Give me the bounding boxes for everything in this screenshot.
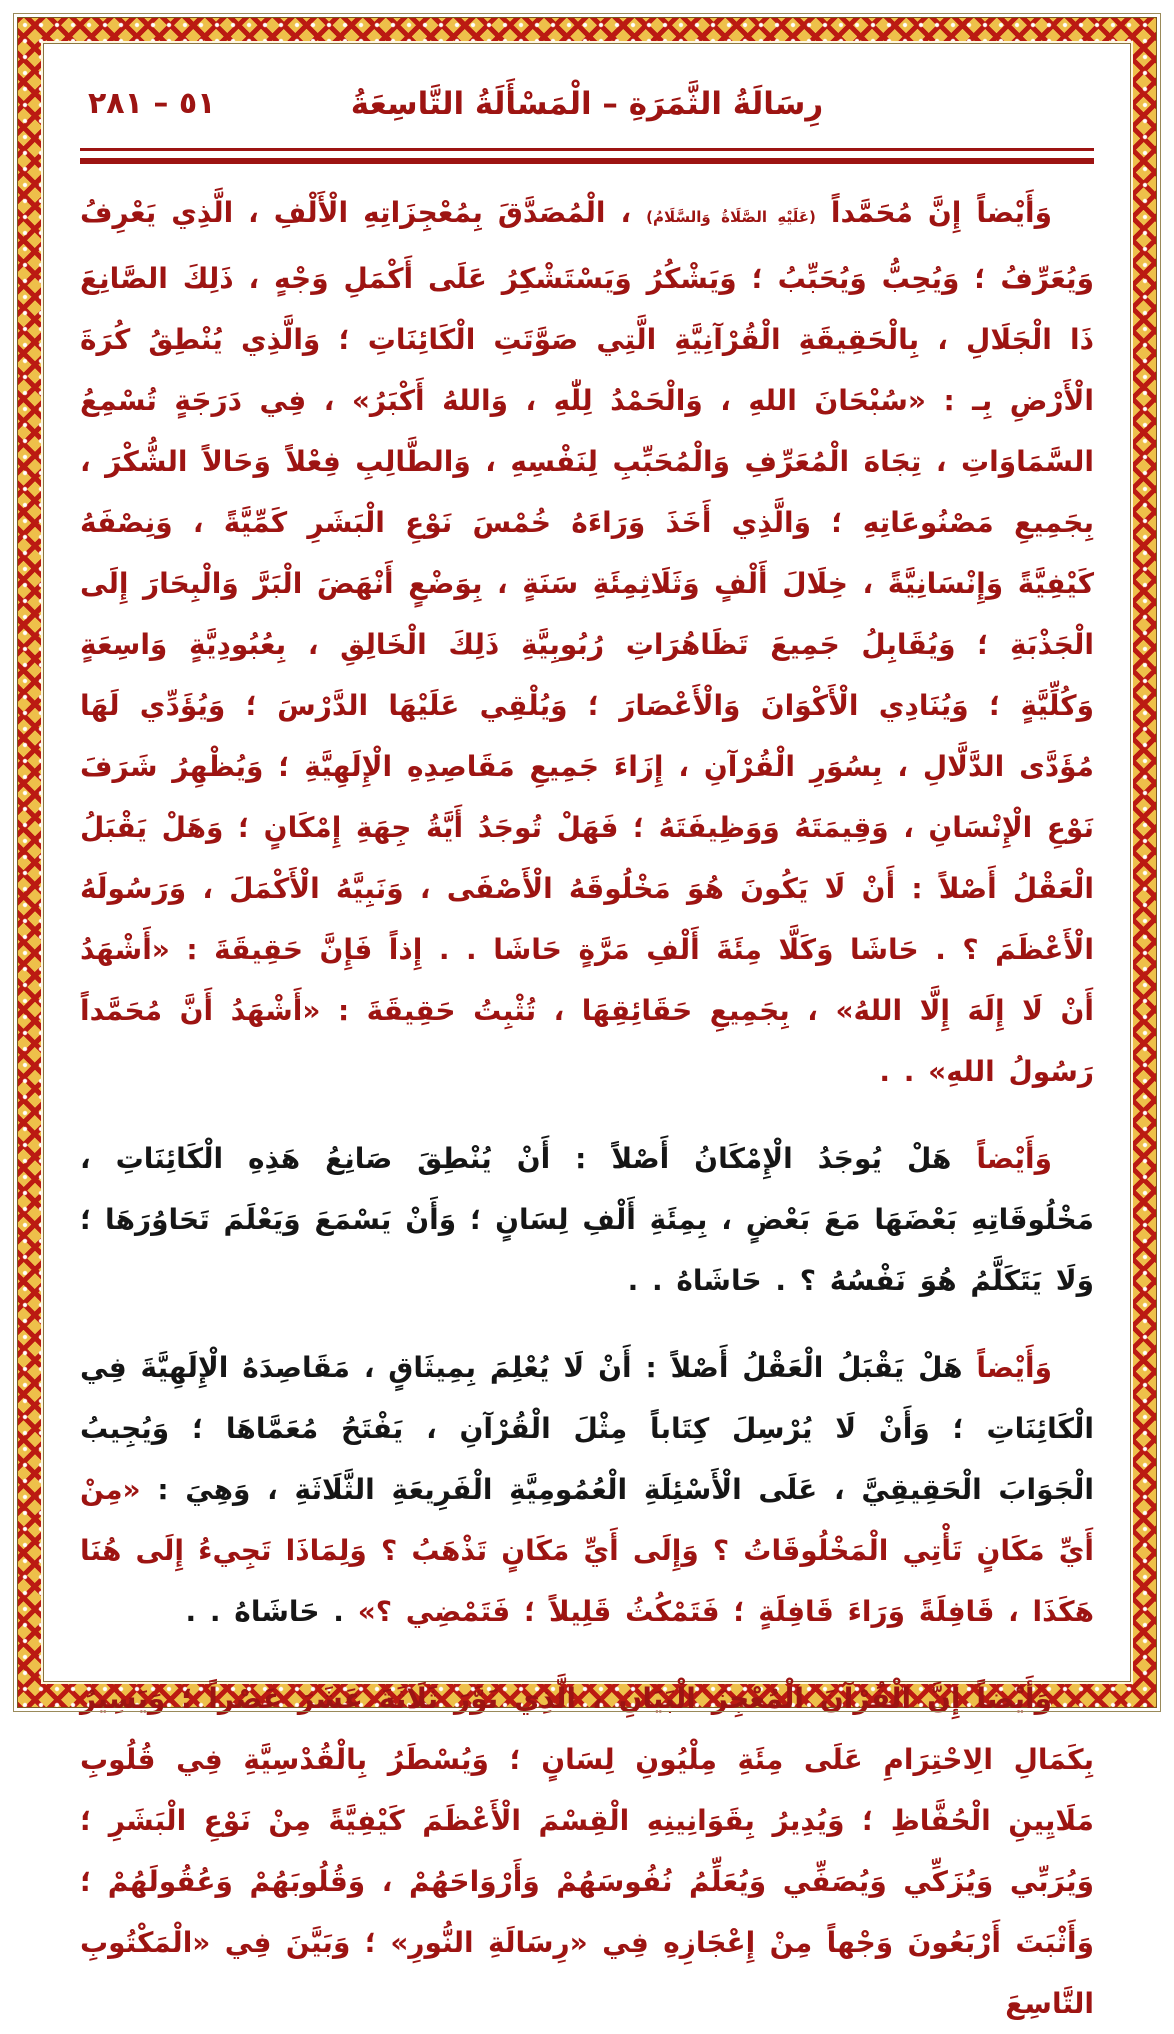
page-header [80, 72, 1094, 136]
text-segment-honorific: (عَلَيْهِ الصَّلَاةُ وَالسَّلَامُ) [646, 208, 816, 226]
text-segment-black: . حَاشَاهُ . . [185, 1595, 358, 1628]
text-segment-lead: وَأَيْضاً [976, 1351, 1052, 1384]
text-segment-red: «مِنْ أَيِّ مَكَانٍ تَأْتِي الْمَخْلُوقَاتُ ؟ وَإِلَى أَيِّ مَكَانٍ تَذْهَبُ ؟ وَلِمَاذَا تَجِيءُ إِلَى هُنَا هَكَذَا ، قَافِلَةً وَرَاءَ قَافِلَةٍ ؛ فَتَمْكُثُ قَلِيلاً ؛ فَتَمْضِي ؟» [80, 1473, 1094, 1628]
header-divider [80, 148, 1094, 164]
paragraph-1 [80, 182, 1094, 1102]
text-segment-black: هَلْ يُوجَدُ الْإِمْكَانُ أَصْلاً : أَنْ يُنْطِقَ صَانِعُ هَذِهِ الْكَائِنَاتِ ، مَخْلُوقَاتِهِ بَعْضَهَا مَعَ بَعْضٍ ، بِمِئَةِ أَلْفِ لِسَانٍ ؛ وَأَنْ يَسْمَعَ وَيَعْلَمَ تَحَاوُرَهَا ؛ وَلَا يَتَكَلَّمُ هُوَ نَفْسُهُ ؟ . حَاشَاهُ . . [80, 1142, 1094, 1297]
paragraph-4 [80, 1668, 1094, 2034]
body-text [80, 182, 1094, 2034]
page-content [43, 43, 1131, 2020]
page-title: رِسَالَةُ الثَّمَرَةِ – الْمَسْأَلَةُ التَّاسِعَةُ [350, 86, 824, 122]
page-number: ٥١ – ٢٨١ [88, 86, 216, 121]
text-segment-black: هَلْ يَقْبَلُ الْعَقْلُ أَصْلاً : أَنْ لَا يُعْلِمَ بِمِيثَاقٍ ، مَقَاصِدَهُ الْإِلَهِيَّةَ فِي الْكَائِنَاتِ ؛ وَأَنْ لَا يُرْسِلَ كِتَاباً مِثْلَ الْقُرْآنِ ، يَفْتَحُ مُعَمَّاهَا ؛ وَيُجِيبُ الْجَوَابَ الْحَقِيقِيَّ ، عَلَى الْأَسْئِلَةِ الْعُمُومِيَّةِ الْفَرِيعَةِ الثَّلَاثَةِ ، وَهِيَ : [80, 1351, 1094, 1506]
paragraph-2 [80, 1128, 1094, 1311]
ornamental-border [14, 14, 1160, 2020]
text-segment-lead: وَأَيْضاً [976, 1142, 1052, 1175]
text-segment-red: وَأَيْضاً إِنَّ مُحَمَّداً [815, 196, 1053, 229]
text-segment-red: ، الْمُصَدَّقَ بِمُعْجِزَاتِهِ الْأَلْفِ ، الَّذِي يَعْرِفُ وَيُعَرِّفُ ؛ وَيُحِبُّ وَيُحَبِّبُ ؛ وَيَشْكُرُ وَيَسْتَشْكِرُ عَلَى أَكْمَلِ وَجْهٍ ، ذَلِكَ الصَّانِعَ ذَا الْجَلَالِ ، بِالْحَقِيقَةِ الْقُرْآنِيَّةِ الَّتِي صَوَّتَتِ الْكَائِنَاتِ ؛ وَالَّذِي يُنْطِقُ كُرَةَ الْأَرْضِ بِـ : «سُبْحَانَ اللهِ ، وَالْحَمْدُ لِلّٰهِ ، وَاللهُ أَكْبَرُ» ، فِي دَرَجَةٍ تُسْمِعُ السَّمَاوَاتِ ، تِجَاهَ الْمُعَرِّفِ وَالْمُحَبِّبِ لِنَفْسِهِ ، وَالطَّالِبِ فِعْلاً وَحَالاً الشُّكْرَ ، بِجَمِيعِ مَصْنُوعَاتِهِ ؛ وَالَّذِي أَخَذَ وَرَاءَهُ خُمْسَ نَوْعِ الْبَشَرِ كَمِّيَّةً ، وَنِصْفَهُ كَيْفِيَّةً وَإِنْسَانِيَّةً ، خِلَالَ أَلْفٍ وَثَلَاثِمِئَةِ سَنَةٍ ، بِوَضْعٍ أَنْهَضَ الْبَرَّ وَالْبِحَارَ إِلَى الْجَذْبَةِ ؛ وَيُقَابِلُ جَمِيعَ تَظَاهُرَاتِ رُبُوبِيَّةِ ذَلِكَ الْخَالِقِ ، بِعُبُودِيَّةٍ وَاسِعَةٍ وَكُلِّيَّةٍ ؛ وَيُنَادِي الْأَكْوَانَ وَالْأَعْصَارَ ؛ وَيُلْقِي عَلَيْهَا الدَّرْسَ ؛ وَيُؤَدِّي لَهَا مُؤَدَّى الدَّلَّالِ ، بِسُوَرِ الْقُرْآنِ ، إِزَاءَ جَمِيعِ مَقَاصِدِهِ الْإِلَهِيَّةِ ؛ وَيُظْهِرُ شَرَفَ نَوْعِ الْإِنْسَانِ ، وَقِيمَتَهُ وَوَظِيفَتَهُ ؛ فَهَلْ تُوجَدُ أَيَّةُ جِهَةِ إِمْكَانٍ ؛ وَهَلْ يَقْبَلُ الْعَقْلُ أَصْلاً : أَنْ لَا يَكُونَ هُوَ مَخْلُوقَهُ الْأَصْفَى ، وَنَبِيَّهُ الْأَكْمَلَ ، وَرَسُولَهُ الْأَعْظَمَ ؟ . حَاشَا وَكَلَّا مِئَةَ أَلْفِ مَرَّةٍ حَاشَا . . إِذاً فَإِنَّ حَقِيقَةَ : «أَشْهَدُ أَنْ لَا إِلَهَ إِلَّا اللهُ» ، بِجَمِيعِ حَقَائِقِهَا ، تُثْبِتُ حَقِيقَةَ : «أَشْهَدُ أَنَّ مُحَمَّداً رَسُولُ اللهِ» . . [80, 196, 1094, 1088]
text-segment-red: وَأَيْضاً إِنَّ الْقُرْآنَ الْمُعْجِزَ الْبَيَانِ ، الَّذِي نَوَّرَ ثَلَاثَةَ عَشَرَ عَصْراً ؛ وَيَسِيرُ بِكَمَالِ الِاحْتِرَامِ عَلَى مِئَةِ مِلْيُونِ لِسَانٍ ؛ وَيُسْطَرُ بِالْقُدْسِيَّةِ فِي قُلُوبِ مَلَايِينِ الْحُفَّاظِ ؛ وَيُدِيرُ بِقَوَانِينِهِ الْقِسْمَ الْأَعْظَمَ كَيْفِيَّةً مِنْ نَوْعِ الْبَشَرِ ؛ وَيُرَبِّي وَيُزَكِّي وَيُصَفِّي وَيُعَلِّمُ نُفُوسَهُمْ وَأَرْوَاحَهُمْ ، وَقُلُوبَهُمْ وَعُقُولَهُمْ ؛ وَأَثْبَتَ أَرْبَعُونَ وَجْهاً مِنْ إِعْجَازِهِ فِي «رِسَالَةِ النُّورِ» ؛ وَبَيَّنَ فِي «الْمَكْتُوبِ التَّاسِعَ [80, 1682, 1094, 2020]
paragraph-3 [80, 1337, 1094, 1642]
